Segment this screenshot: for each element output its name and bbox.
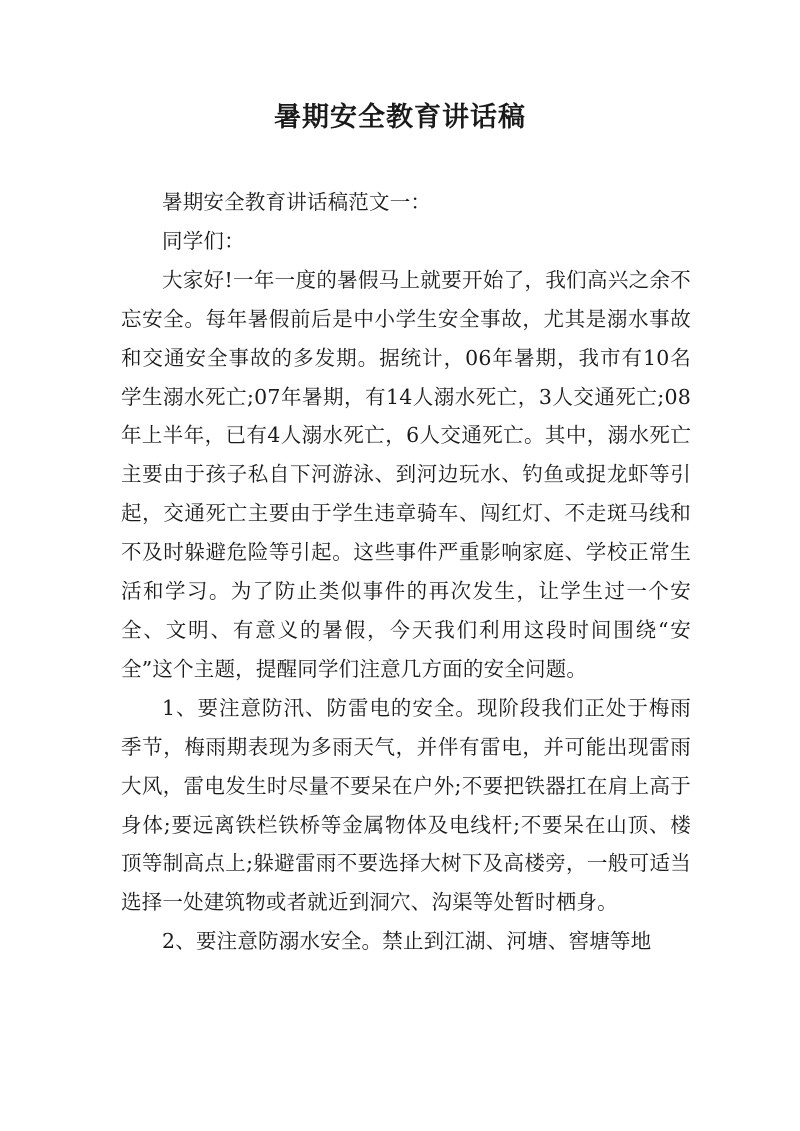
paragraph-greeting: 同学们：	[162, 228, 245, 253]
paragraph-opening: 大家好!一年一度的暑假马上就要开始了，我们高兴之余不忘安全。每年暑假前后是中小学生安全事故，尤其是溺水事故和交通安全事故的多发期。据统计，06年暑期，我市有10名学生溺水死亡;07年暑期，有14人溺水死亡，3人交通死亡;08年上半年，已有4人溺水死亡，6人交通死亡。其中，溺水死亡主要由于孩子私自下河游泳、到河边玩水、钓鱼或捉龙虾等引起，交通死亡主要由于学生违章骑车、闯红灯、不走斑马线和不及时躲避危险等引起。这些事件严重影响家庭、学校正常生活和学习。为了防止类似事件的再次发生，让学生过一个安全、文明、有意义的暑假，今天我们利用这段时间围绕“安全”这个主题，提醒同学们注意几方面的安全问题。	[121, 267, 691, 681]
paragraph-intro: 暑期安全教育讲话稿范文一：	[162, 190, 432, 214]
paragraph-point-1: 1、要注意防汛、防雷电的安全。现阶段我们正处于梅雨季节，梅雨期表现为多雨天气，并伴有雷电，并可能出现雷雨大风，雷电发生时尽量不要呆在户外;不要把铁器扛在肩上高于身体;要远离铁栏铁桥等金属物体及电线杆;不要呆在山顶、楼顶等制高点上;躲避雷雨不要选择大树下及高楼旁，一般可适当选择一处建筑物或者就近到洞穴、沟渠等处暂时栖身。	[121, 695, 691, 915]
document-body	[121, 183, 691, 961]
document-title: 暑期安全教育讲话稿	[274, 102, 526, 133]
paragraph-point-2: 2、要注意防溺水安全。禁止到江湖、河塘、窖塘等地	[162, 929, 652, 954]
